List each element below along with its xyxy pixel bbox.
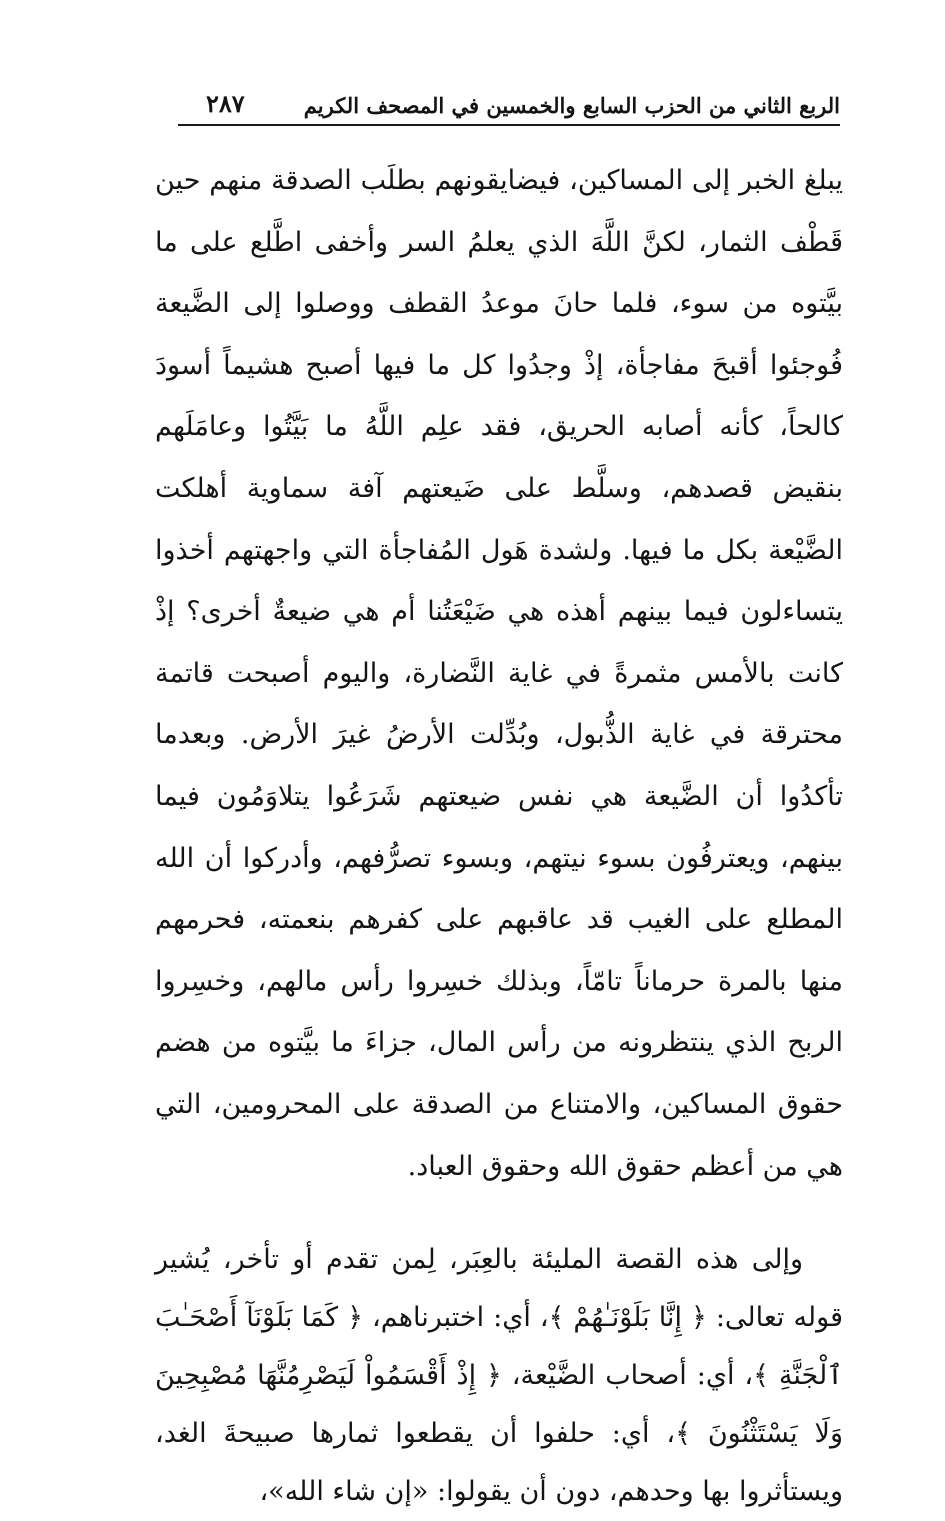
paragraph: وإلى هذه القصة المليئة بالعِبَر، لِمن تقدم أو تأخر، يُشير قوله تعالى: ﴿ إِنَّا بَلَوْنَـٰهُمْ ﴾، أي: اختبرناهم، ﴿ كَمَا بَلَوْنَآ أَصْحَـٰبَ ٱلْجَنَّةِ ﴾، أي: أصحاب الضَّيْعة، ﴿ إِذْ أَقْسَمُواْ لَيَصْرِمُنَّهَا مُصْبِحِينَ وَلَا يَسْتَثْنُونَ ﴾، أي: حلفوا أن يقطعوا ثمارها صبيحةَ الغد، ويستأثروا بها وحدهم، دون أن يقولوا: «إن شاء الله»، <box>155 1244 843 1508</box>
running-title: الربع الثاني من الحزب السابع والخمسين في المصحف الكريم <box>303 93 840 118</box>
page-number: ٢٨٧ <box>206 89 245 118</box>
body-text <box>155 150 843 1521</box>
page-header <box>178 84 840 126</box>
paragraph: يبلغ الخبر إلى المساكين، فيضايقونهم بطلَب الصدقة منهم حين قَطْف الثمار، لكنَّ اللَّهَ الذي يعلمُ السر وأخفى اطَّلع على ما بيَّتوه من سوء، فلما حانَ موعدُ القطف ووصلوا إلى الضَّيعة فُوجئوا أقبحَ مفاجأة، إذْ وجدُوا كل ما فيها أصبح هشيماً أسودَ كالحاً، كأنه أصابه الحريق، فقد علِم اللَّهُ ما بَيَّتُوا وعامَلَهم بنقيض قصدهم، وسلَّط على ضَيعتهم آفة سماوية أهلكت الضَّيْعة بكل ما فيها. ولشدة هَول المُفاجأة التي واجهتهم أخذوا يتساءلون فيما بينهم أهذه هي ضَيْعَتُنا أم هي ضيعةٌ أخرى؟ إذْ كانت بالأمس مثمرةً في غاية النَّضارة، واليوم أصبحت قاتمة محترقة في غاية الذُّبول، وبُدِّلت الأرضُ غيرَ الأرض. وبعدما تأكدُوا أن الضَّيعة هي نفس ضيعتهم شَرَعُوا يتلاوَمُون فيما بينهم، ويعترفُون بسوء نيتهم، وبسوء تصرُّفهم، وأدركوا أن الله المطلع على الغيب قد عاقبهم على كفرهم بنعمته، فحرمهم منها بالمرة حرماناً تامّاً، وبذلك خسِروا رأس مالهم، وخسِروا الربح الذي ينتظرونه من رأس المال، جزاءَ ما بيَّتوه من هضم حقوق المساكين، والامتناع من الصدقة على المحرومين، التي هي من أعظم حقوق الله وحقوق العباد. <box>155 165 843 1182</box>
